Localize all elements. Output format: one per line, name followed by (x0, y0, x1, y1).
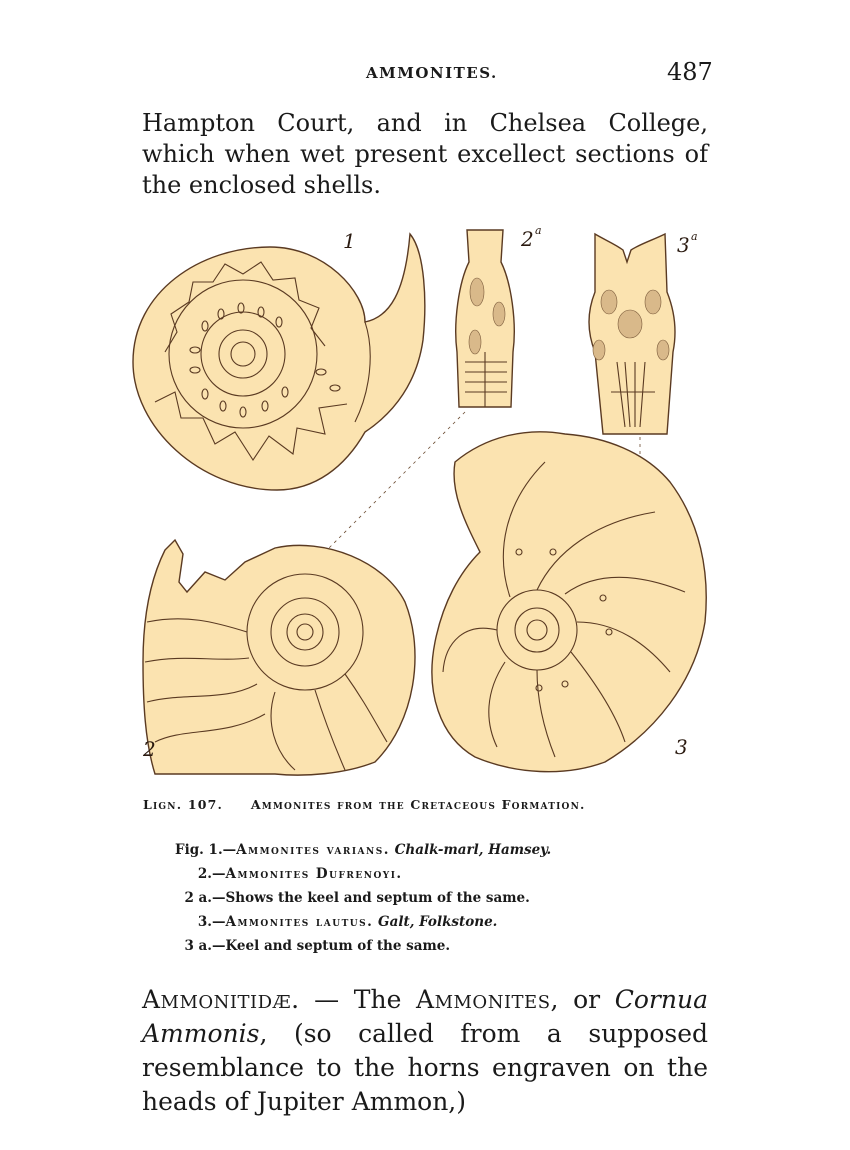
figure-2-ammonite (143, 540, 415, 775)
figure-label-3a-sup: a (691, 230, 698, 243)
bottom-paragraph: Ammonitidæ. — The Ammonites, or Cornua Ammonis, (so called from a supposed resemblance to the horns engraven on the heads of Jupiter Ammon,) (142, 985, 708, 1116)
legend-item: 3 a.—Keel and septum of the same. (184, 938, 451, 954)
caption-title: Ammonites from the Cretaceous Formation. (250, 797, 586, 812)
plate-caption (143, 797, 586, 812)
running-title: AMMONITES. (366, 64, 498, 82)
figure-2a-keel (456, 230, 515, 407)
figure-label-2: 2 (143, 737, 156, 761)
figure-label-3: 3 (675, 735, 688, 759)
page-number: 487 (667, 58, 713, 86)
legend-item: Fig. 1.—Ammonites varians. Chalk-marl, Hamsey. (175, 842, 552, 858)
caption-label: Lign. 107. (143, 797, 224, 812)
figure-3a-keel (589, 234, 675, 472)
figure-legend (175, 838, 551, 958)
figure-label-1: 1 (343, 229, 356, 253)
latin-name: Cornua Ammonis (142, 985, 708, 1048)
running-head (0, 60, 850, 90)
ammonite-plate (125, 222, 715, 782)
legend-item: 2 a.—Shows the keel and septum of the same. (184, 890, 530, 906)
figure-label-3a: 3 (677, 233, 690, 257)
figure-label-2a-sup: a (535, 224, 542, 237)
figure-label-2a: 2 (521, 227, 534, 251)
family-name: Ammonitidæ. (142, 985, 300, 1014)
top-paragraph: Hampton Court, and in Chelsea College, which when wet present excellect sections of the enclosed shells. (142, 109, 708, 199)
genus-name: Ammonites (416, 985, 551, 1014)
legend-item: 3.—Ammonites lautus. Galt, Folkstone. (197, 914, 498, 930)
figure-3-ammonite (432, 432, 706, 772)
legend-item: 2.—Ammonites Dufrenoyi. (197, 866, 403, 882)
figure-1-ammonite (133, 234, 425, 490)
